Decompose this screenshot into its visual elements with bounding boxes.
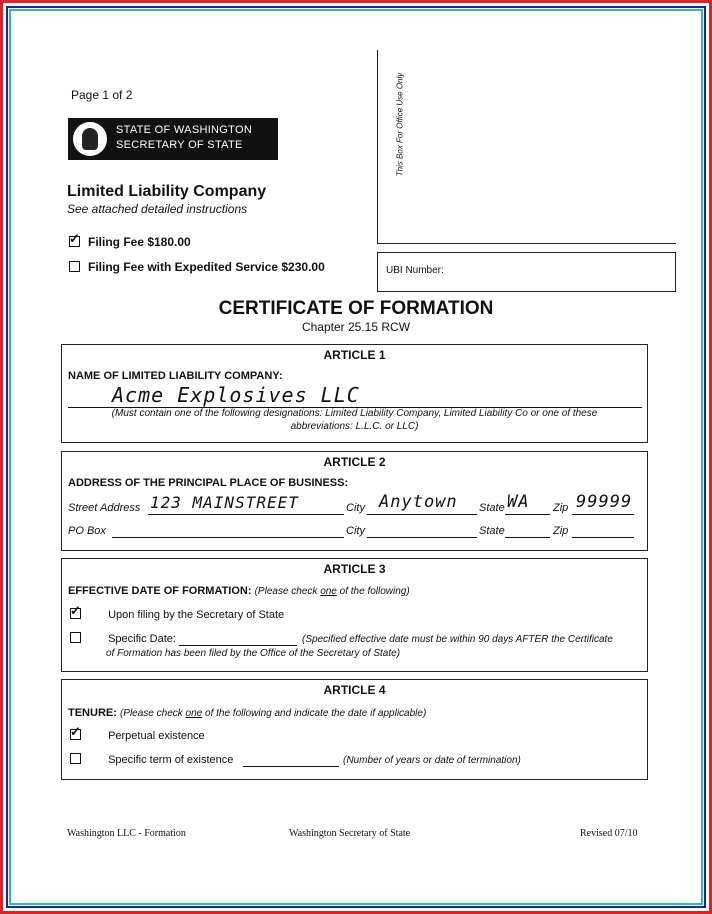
tenure-instr-post: of the following and indicate the date if applicable) [202, 708, 427, 719]
article-3-box [61, 558, 648, 672]
state-logo [68, 118, 278, 160]
effective-date-heading [68, 585, 410, 597]
effective-date-instr-pre: (Please check [254, 586, 321, 597]
po-state-field[interactable] [505, 523, 550, 538]
po-box-label: PO Box [68, 525, 106, 537]
article-1-heading: ARTICLE 1 [323, 348, 386, 362]
upon-filing-option[interactable] [70, 608, 284, 621]
fee-option-standard[interactable] [69, 235, 191, 249]
tenure-heading [68, 707, 426, 719]
specific-date-label: Specific Date: [108, 633, 176, 645]
effective-date-instr-one: one [320, 586, 337, 597]
effective-date-instr-post: of the following) [336, 586, 410, 597]
zip-value: 99999 [576, 492, 633, 512]
po-zip-field[interactable] [572, 523, 634, 538]
city-value: Anytown [379, 492, 458, 512]
tenure-instr-pre: (Please check [119, 708, 186, 719]
office-use-label: This Box For Office Use Only [395, 72, 405, 177]
logo-line-1: STATE OF WASHINGTON [116, 124, 253, 136]
article-1-box [61, 344, 648, 443]
street-field[interactable] [148, 493, 344, 515]
po-city-label: City [346, 525, 365, 537]
street-label: Street Address [68, 502, 141, 514]
ubi-label: UBI Number: [386, 265, 444, 276]
specific-term-label: Specific term of existence [108, 754, 234, 766]
effective-date-label: EFFECTIVE DATE OF FORMATION: [68, 585, 252, 597]
office-use-box [377, 50, 676, 244]
company-name-label: NAME OF LIMITED LIABILITY COMPANY: [68, 370, 283, 382]
specific-date-note-2: of Formation has been filed by the Office of the Secretary of State) [106, 648, 401, 659]
company-name-note-1: (Must contain one of the following designations: Limited Liability Company, Limited Liability Co or one of these [111, 408, 598, 419]
logo-line-2: SECRETARY OF STATE [116, 139, 243, 151]
footer-left: Washington LLC - Formation [67, 828, 186, 839]
certificate-title: CERTIFICATE OF FORMATION [218, 298, 494, 319]
fee-expedited-label: Filing Fee with Expedited Service $230.00 [88, 260, 325, 274]
form-subtitle: See attached detailed instructions [67, 202, 248, 216]
fee-option-expedited[interactable] [69, 260, 325, 274]
po-zip-label: Zip [553, 525, 569, 537]
street-value: 123 MAINSTREET [150, 493, 299, 512]
city-label: City [346, 502, 365, 514]
fee-standard-label: Filing Fee $180.00 [88, 235, 191, 249]
po-city-field[interactable] [367, 523, 477, 538]
specific-date-option[interactable] [70, 632, 176, 645]
specific-term-checkbox[interactable] [70, 753, 81, 764]
city-field[interactable] [367, 492, 477, 515]
po-box-field[interactable] [112, 523, 344, 538]
specific-date-checkbox[interactable] [70, 632, 81, 643]
state-seal-icon [71, 120, 109, 158]
perpetual-checkbox[interactable] [70, 729, 81, 740]
state-field[interactable] [505, 492, 550, 515]
article-4-box [61, 679, 648, 780]
perpetual-label: Perpetual existence [108, 730, 205, 742]
specific-date-note-1: (Specified effective date must be within 90 days AFTER the Certificate [302, 634, 613, 645]
specific-date-field[interactable] [179, 633, 297, 646]
article-2-heading: ARTICLE 2 [323, 455, 386, 469]
specific-term-option[interactable] [70, 753, 233, 766]
company-name-value: Acme Explosives LLC [112, 383, 360, 407]
company-name-note-2: abbreviations: L.L.C. or LLC) [290, 421, 419, 432]
po-state-label: State [479, 525, 505, 537]
tenure-label: TENURE: [68, 707, 117, 719]
certificate-chapter: Chapter 25.15 RCW [301, 320, 411, 334]
ubi-number-box[interactable] [377, 252, 676, 292]
fee-expedited-checkbox[interactable] [69, 261, 80, 272]
page-number: Page 1 of 2 [71, 88, 133, 102]
state-label: State [479, 502, 505, 514]
perpetual-option[interactable] [70, 729, 205, 742]
upon-filing-checkbox[interactable] [70, 608, 81, 619]
footer-center: Washington Secretary of State [289, 828, 411, 839]
form-title: Limited Liability Company [67, 183, 267, 200]
specific-term-note: (Number of years or date of termination) [343, 755, 521, 766]
article-2-box [61, 451, 648, 551]
address-label: ADDRESS OF THE PRINCIPAL PLACE OF BUSINESS: [68, 477, 349, 489]
state-value: WA [507, 492, 530, 512]
footer-right: Revised 07/10 [580, 828, 638, 839]
fee-standard-checkbox[interactable] [69, 236, 80, 247]
upon-filing-label: Upon filing by the Secretary of State [108, 609, 285, 621]
article-3-heading: ARTICLE 3 [323, 562, 386, 576]
company-name-field[interactable] [68, 383, 642, 408]
zip-label: Zip [553, 502, 569, 514]
tenure-instr-one: one [185, 708, 203, 719]
specific-term-field[interactable] [243, 754, 339, 767]
zip-field[interactable] [572, 492, 634, 515]
article-4-heading: ARTICLE 4 [323, 683, 386, 697]
